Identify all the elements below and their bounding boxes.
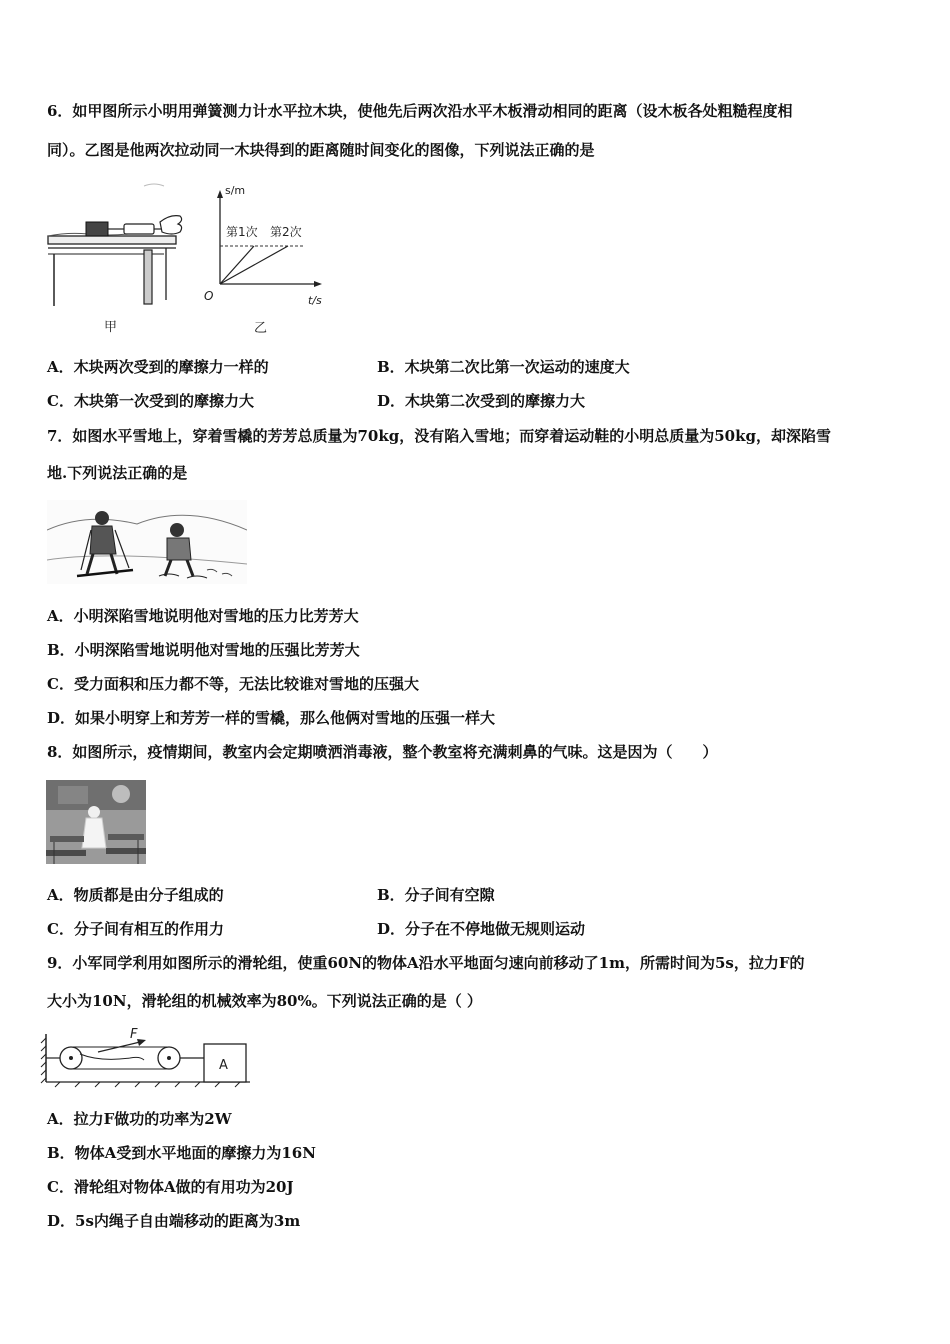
q7-snow-illustration — [47, 500, 247, 584]
q6-figure-jia — [44, 178, 194, 338]
graph-y-label: s/m — [225, 184, 246, 197]
q9-force-label: F — [130, 1027, 138, 1042]
q8-option-a[interactable]: A．物质都是由分子组成的 — [47, 886, 224, 904]
q9-option-b[interactable]: B．物体A受到水平地面的摩擦力为16N — [47, 1144, 316, 1162]
graph-series-2-label: 第2次 — [270, 225, 302, 239]
q7-option-b[interactable]: B．小明深陷雪地说明他对雪地的压强比芳芳大 — [47, 641, 360, 659]
q9-block-label: A — [219, 1058, 228, 1073]
q8-stem-line1: 8．如图所示，疫情期间，教室内会定期喷洒消毒液，整个教室将充满刺鼻的气味。这是因为（ ） — [47, 743, 718, 761]
graph-series-1-line — [220, 246, 254, 284]
q9-option-d[interactable]: D．5s内绳子自由端移动的距离为3m — [47, 1212, 301, 1230]
q8-option-d[interactable]: D．分子在不停地做无规则运动 — [377, 920, 586, 938]
q6-figure-yi-graph — [198, 178, 338, 338]
q9-stem-line2: 大小为10N，滑轮组的机械效率为80%。下列说法正确的是（ ） — [47, 992, 482, 1010]
q7-option-d[interactable]: D．如果小明穿上和芳芳一样的雪橇，那么他俩对雪地的压强一样大 — [47, 709, 496, 727]
graph-origin-label: O — [204, 289, 214, 303]
q7-option-c[interactable]: C．受力面积和压力都不等，无法比较谁对雪地的压强大 — [47, 675, 419, 693]
q6-figure-jia-label: 甲 — [104, 320, 118, 335]
q7-option-a[interactable]: A．小明深陷雪地说明他对雪地的压力比芳芳大 — [47, 607, 359, 625]
q6-stem-line1: 6．如甲图所示小明用弹簧测力计水平拉木块，使他先后两次沿水平木板滑动相同的距离（设木板各处粗糙程度相 — [47, 102, 793, 120]
q7-stem-line1: 7．如图水平雪地上，穿着雪橇的芳芳总质量为70kg，没有陷入雪地；而穿着运动鞋的小明总质量为50kg，却深陷雪 — [47, 427, 831, 445]
q9-option-a[interactable]: A．拉力F做功的功率为2W — [47, 1110, 232, 1128]
q8-classroom-photo — [46, 780, 146, 864]
q9-pulley-figure — [40, 1026, 255, 1088]
q8-option-b[interactable]: B．分子间有空隙 — [377, 886, 495, 904]
q6-option-b[interactable]: B．木块第二次比第一次运动的速度大 — [377, 358, 630, 376]
q7-stem-line2: 地.下列说法正确的是 — [47, 464, 188, 482]
q9-option-c[interactable]: C．滑轮组对物体A做的有用功为20J — [47, 1178, 294, 1196]
q6-stem-line2: 同）。乙图是他两次拉动同一木块得到的距离随时间变化的图像，下列说法正确的是 — [47, 141, 595, 159]
graph-series-1-label: 第1次 — [226, 225, 258, 239]
q6-option-d[interactable]: D．木块第二次受到的摩擦力大 — [377, 392, 586, 410]
q6-option-c[interactable]: C．木块第一次受到的摩擦力大 — [47, 392, 254, 410]
q9-stem-line1: 9．小军同学利用如图所示的滑轮组，使重60N的物体A沿水平地面匀速向前移动了1m，所需时间为5s，拉力F的 — [47, 954, 805, 972]
graph-x-label: t/s — [308, 294, 322, 307]
graph-series-2-line — [220, 246, 288, 284]
q6-option-a[interactable]: A．木块两次受到的摩擦力一样的 — [47, 358, 269, 376]
q6-figure-yi-label: 乙 — [254, 321, 268, 336]
q8-option-c[interactable]: C．分子间有相互的作用力 — [47, 920, 224, 938]
